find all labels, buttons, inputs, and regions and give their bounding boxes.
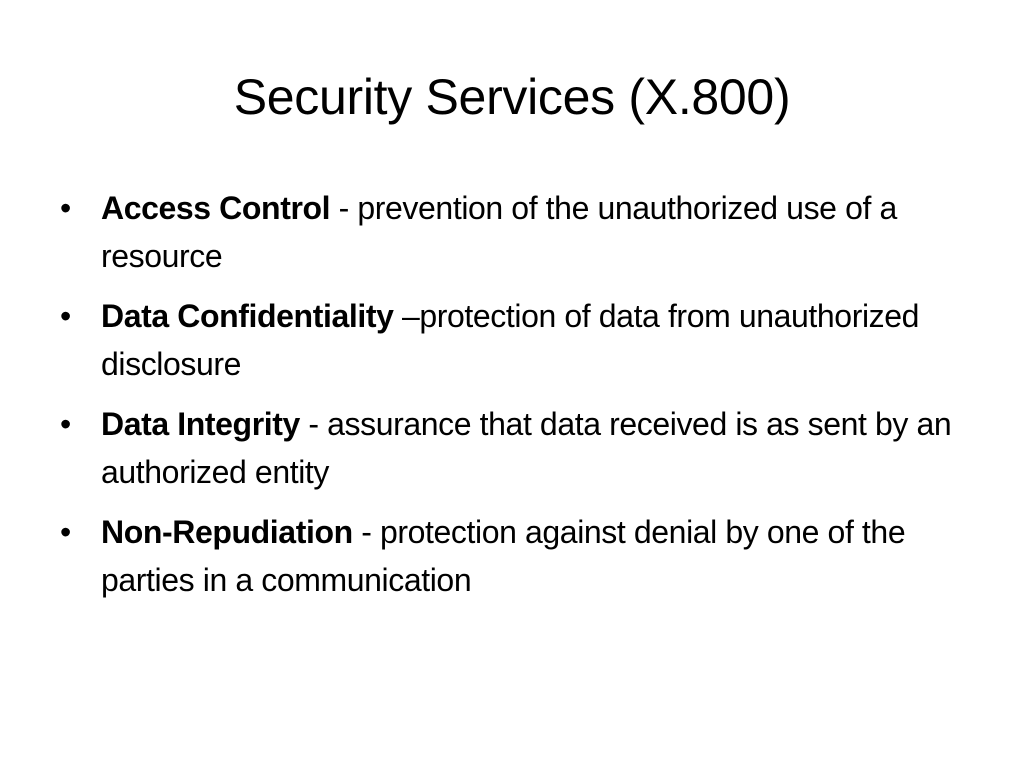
bullet-description: - protection against denial by one of the parties in a communication	[101, 514, 906, 598]
bullet-item-access-control	[60, 184, 980, 280]
bullet-term: Non-Repudiation	[101, 514, 353, 550]
bullet-item-data-confidentiality	[60, 292, 980, 388]
bullet-icon: •	[60, 514, 71, 550]
bullet-icon: •	[60, 406, 71, 442]
bullet-item-non-repudiation	[60, 508, 980, 604]
bullet-term: Access Control	[101, 190, 331, 226]
bullet-item-data-integrity	[60, 400, 980, 496]
bullet-term: Data Confidentiality	[101, 298, 394, 334]
bullet-description: –protection of data from unauthorized disclosure	[101, 298, 920, 382]
bullet-term: Data Integrity	[101, 406, 300, 442]
bullet-list	[60, 184, 980, 616]
bullet-description: - prevention of the unauthorized use of a resource	[101, 190, 897, 274]
bullet-description: - assurance that data received is as sent by an authorized entity	[101, 406, 952, 490]
bullet-icon: •	[60, 298, 71, 334]
bullet-icon: •	[60, 190, 71, 226]
slide-title: Security Services (X.800)	[233, 69, 791, 125]
